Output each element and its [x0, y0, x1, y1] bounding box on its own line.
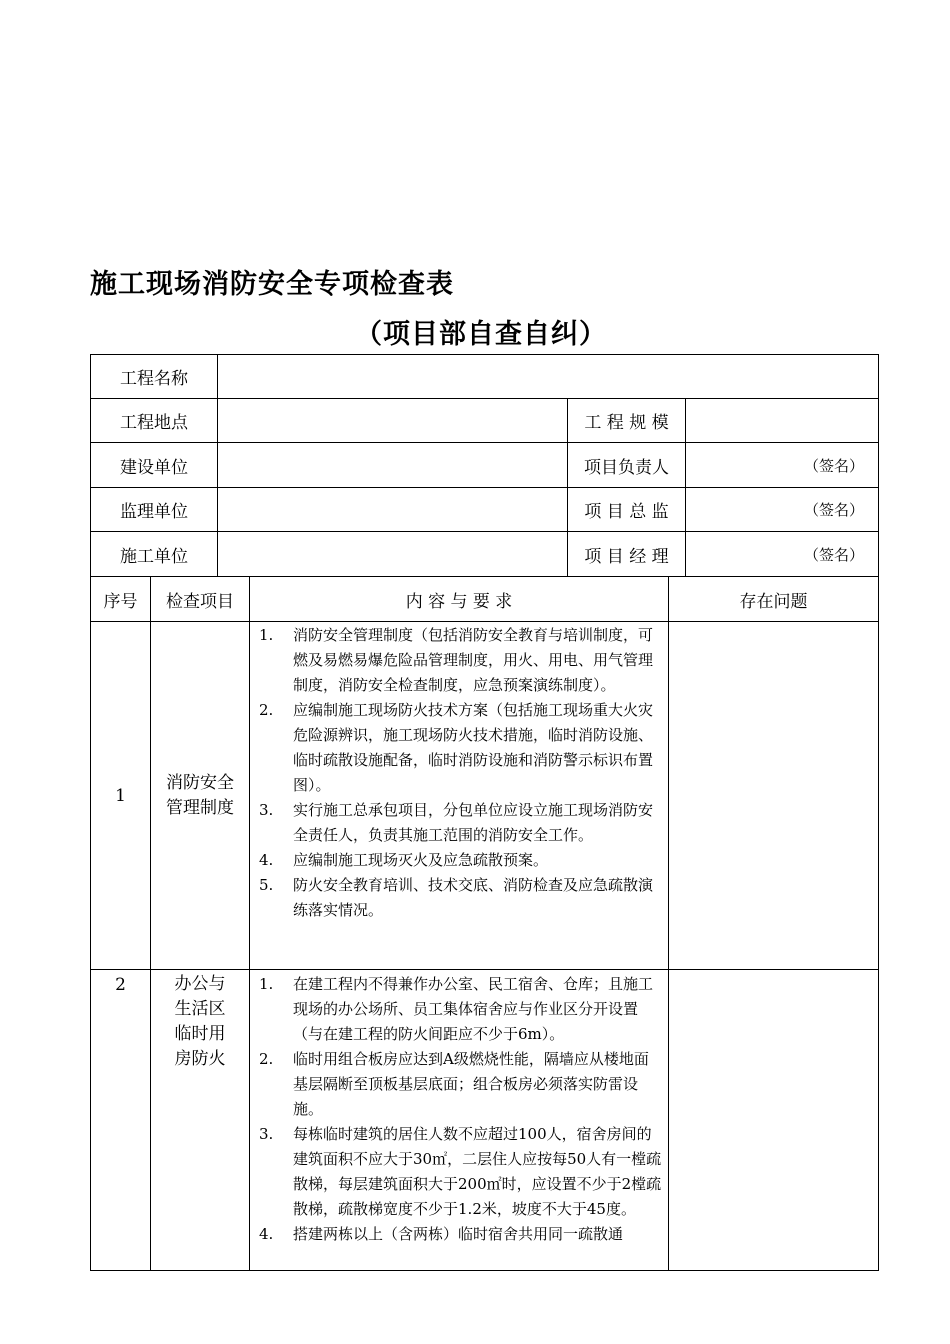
project-location-field[interactable] [218, 399, 567, 442]
row-2-item [151, 972, 249, 1072]
list-item: 1. 消防安全管理制度（包括消防安全教育与培训制度，可燃及易燃易爆危险品管理制度，用火、用电、用气管理制度，消防安全检查制度，应急预案演练制度）。 [259, 626, 654, 694]
row-2-item-line: 办公与 [174, 974, 226, 994]
row-1-item [151, 622, 249, 969]
supervision-unit-field[interactable] [218, 488, 567, 531]
list-item: 3. 实行施工总承包项目，分包单位应设立施工现场消防安全责任人，负责其施工范围的消防安全工作。 [259, 801, 654, 844]
row-1-seq: 1 [115, 785, 126, 806]
row-1-item-line: 管理制度 [166, 797, 234, 818]
label-project-manager: 项 目 经 理 [584, 546, 669, 567]
construction-unit-field[interactable] [218, 443, 567, 487]
label-chief-supervisor: 项 目 总 监 [584, 502, 669, 522]
label-project-name: 工程名称 [120, 369, 188, 389]
list-item: 4. 应编制施工现场灭火及应急疏散预案。 [259, 851, 549, 869]
row-1-item-line: 消防安全 [166, 772, 234, 793]
owner-signature[interactable]: （签名） [803, 456, 864, 475]
row-2-seq: 2 [115, 975, 126, 995]
list-item: 2. 应编制施工现场防火技术方案（包括施工现场重大火灾危险源辨识，施工现场防火技术措施，临时消防设施、临时疏散设施配备，临时消防设施和消防警示标识布置图）。 [259, 701, 654, 794]
header-issues: 存在问题 [739, 591, 808, 612]
row-1-requirements [259, 623, 662, 923]
table-col-divider [249, 576, 250, 1271]
list-item: 2. 临时用组合板房应达到A级燃烧性能，隔墙应从楼地面基层隔断至顶板基层底面；组合板房必须落实防雷设施。 [259, 1050, 649, 1118]
builder-unit-field[interactable] [218, 532, 567, 576]
table-border-right [878, 354, 879, 1271]
label-project-location: 工程地点 [120, 413, 188, 433]
header-content: 内 容 与 要 求 [405, 591, 513, 612]
row-2-item-line: 房防火 [174, 1049, 226, 1069]
list-item: 4. 搭建两栋以上（含两栋）临时宿舍共用同一疏散通 [259, 1225, 624, 1243]
list-item: 1. 在建工程内不得兼作办公室、民工宿舍、仓库；且施工现场的办公场所、员工集体宿舍应与作业区分开设置（与在建工程的防火间距应不少于6m）。 [259, 975, 654, 1043]
row-2-item-line: 临时用 [174, 1024, 226, 1044]
label-project-scale: 工 程 规 模 [584, 413, 669, 433]
label-construction-unit: 建设单位 [120, 457, 188, 478]
header-item: 检查项目 [166, 591, 234, 612]
list-item: 3. 每栋临时建筑的居住人数不应超过100人，宿舍房间的建筑面积不应大于30㎡，二层住人应按每50人有一樘疏散梯，每层建筑面积大于200㎡时，应设置不少于2樘疏散梯，疏散梯宽度不少于1.2米，坡度不大于45度。 [259, 1125, 662, 1218]
row-1-issues-field[interactable] [669, 622, 878, 969]
table-border-bottom [90, 1270, 879, 1271]
project-name-field[interactable] [218, 355, 878, 398]
label-project-owner: 项目负责人 [584, 457, 669, 478]
row-2-item-line: 生活区 [174, 999, 226, 1019]
manager-signature[interactable]: （签名） [803, 545, 864, 564]
list-item: 5. 防火安全教育培训、技术交底、消防检查及应急疏散演练落实情况。 [259, 876, 654, 919]
supervisor-signature[interactable]: （签名） [803, 501, 864, 519]
label-supervision-unit: 监理单位 [120, 502, 188, 522]
row-2-issues-field[interactable] [669, 970, 878, 1270]
page-subtitle: （项目部自查自纠） [355, 319, 607, 350]
row-2-requirements [259, 972, 662, 1268]
header-seq: 序号 [103, 591, 138, 612]
project-scale-field[interactable] [686, 399, 878, 442]
label-builder-unit: 施工单位 [120, 546, 188, 567]
page-title: 施工现场消防安全专项检查表 [90, 269, 454, 300]
